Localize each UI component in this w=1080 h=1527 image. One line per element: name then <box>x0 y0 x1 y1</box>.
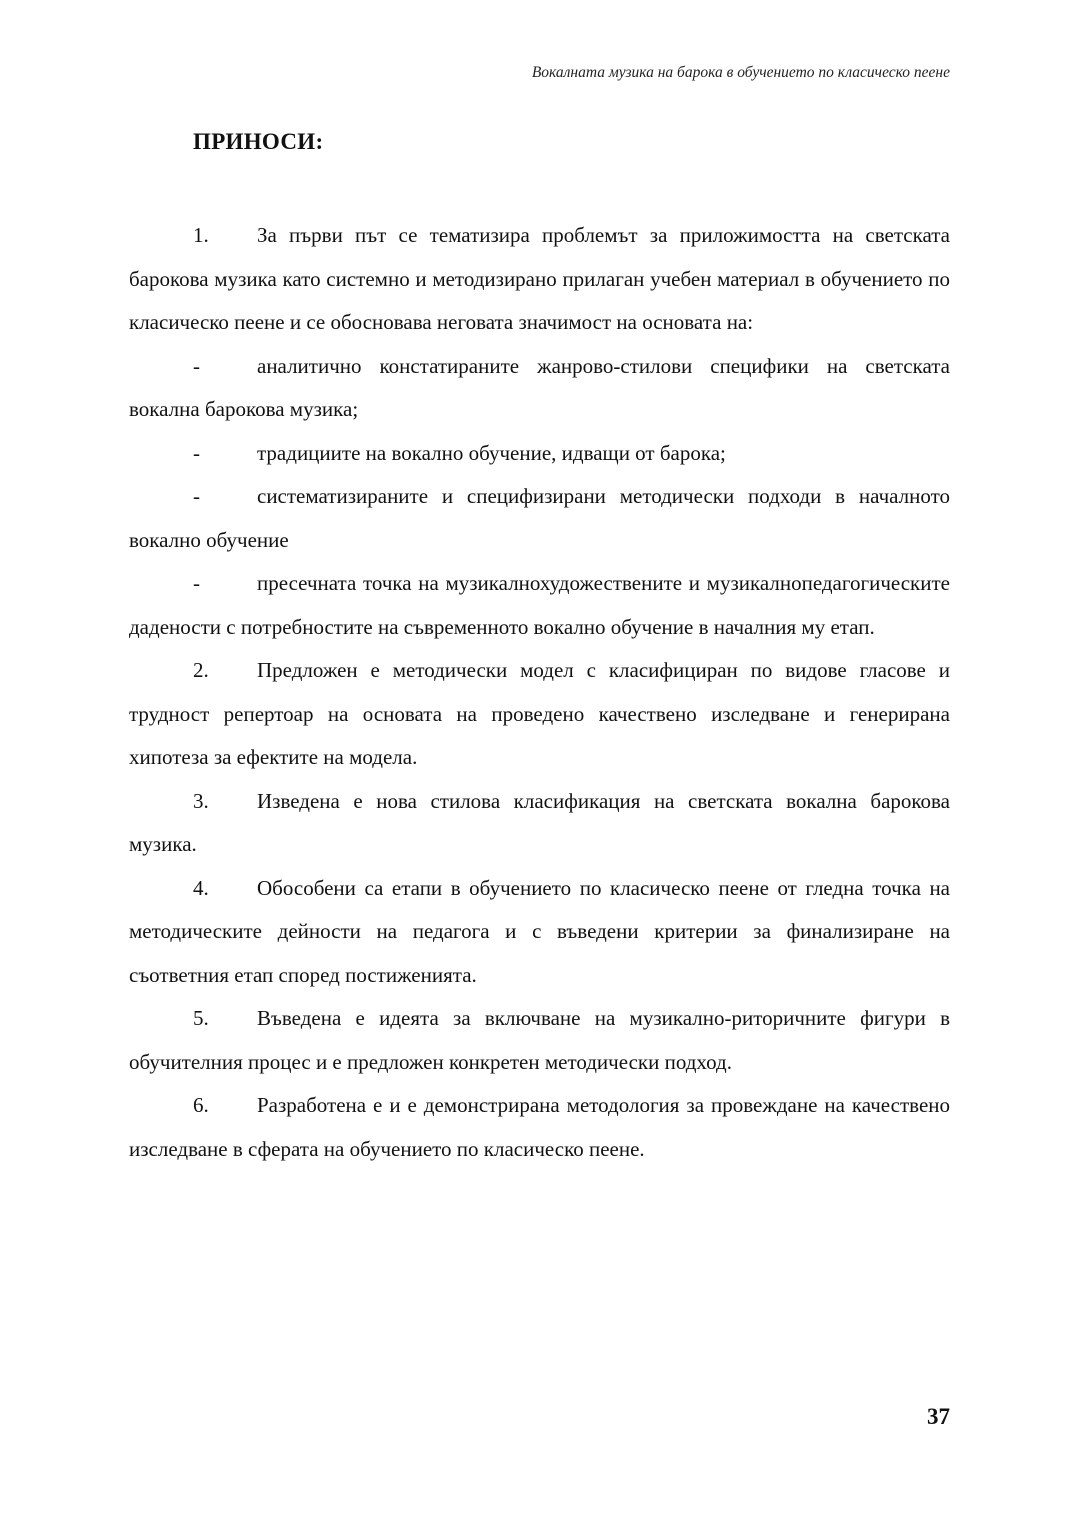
item-text: Разработена е и е демонстрирана методология за провеждане на качествено изследване в сферата на обучението по класическо пеене. <box>129 1093 950 1161</box>
item-marker: 2. <box>193 658 209 682</box>
contribution-subitem <box>129 562 950 649</box>
item-marker: 1. <box>193 223 209 247</box>
contribution-item <box>129 649 950 780</box>
item-text: Въведена е идеята за включване на музикално-риторичните фигури в обучителния процес и е предложен конкретен методически подход. <box>129 1006 950 1074</box>
running-header: Вокалната музика на барока в обучението по класическо пеене <box>531 64 950 81</box>
item-marker: - <box>193 484 200 508</box>
item-text: За първи път се тематизира проблемът за приложимостта на светската барокова музика като системно и методизирано прилаган учебен материал в обучението по класическо пеене и се обосновава неговата значимост на основата на: <box>129 223 950 334</box>
item-marker: 6. <box>193 1093 209 1117</box>
contribution-subitem <box>129 475 950 562</box>
section-heading: ПРИНОСИ: <box>193 129 324 154</box>
item-text: Обособени са етапи в обучението по класическо пеене от гледна точка на методическите дейности на педагога и с въведени критерии за финализиране на съответния етап според постиженията. <box>129 875 950 987</box>
contribution-item <box>129 867 950 998</box>
item-marker: - <box>193 353 200 378</box>
item-text: пресечната точка на музикалнохудожествените и музикалнопедагогическите дадености с потребностите на съвременното вокално обучение в началния му етап. <box>129 571 950 639</box>
item-marker: 5. <box>193 1006 209 1030</box>
item-marker: - <box>193 440 200 465</box>
item-text: аналитично констатираните жанрово-стилови специфики на светската вокална барокова музика; <box>129 353 950 421</box>
contributions-list <box>129 214 950 1171</box>
item-text: традициите на вокално обучение, идващи от барока; <box>257 440 726 465</box>
item-marker: 3. <box>193 788 209 813</box>
item-marker: 4. <box>193 875 209 900</box>
page-number: 37 <box>927 1404 950 1429</box>
contribution-subitem <box>129 345 950 432</box>
item-text: Изведена е нова стилова класификация на светската вокална барокова музика. <box>129 788 950 856</box>
contribution-item <box>129 997 950 1084</box>
contribution-item <box>129 214 950 345</box>
item-text: Предложен е методически модел с класифициран по видове гласове и трудност репертоар на основата на проведено качествено изследване и генерирана хипотеза за ефектите на модела. <box>129 658 950 769</box>
contribution-item <box>129 1084 950 1171</box>
item-text: систематизираните и специфизирани методически подходи в началното вокално обучение <box>129 484 950 552</box>
contribution-subitem <box>129 432 950 476</box>
contribution-item <box>129 780 950 867</box>
item-marker: - <box>193 571 200 595</box>
